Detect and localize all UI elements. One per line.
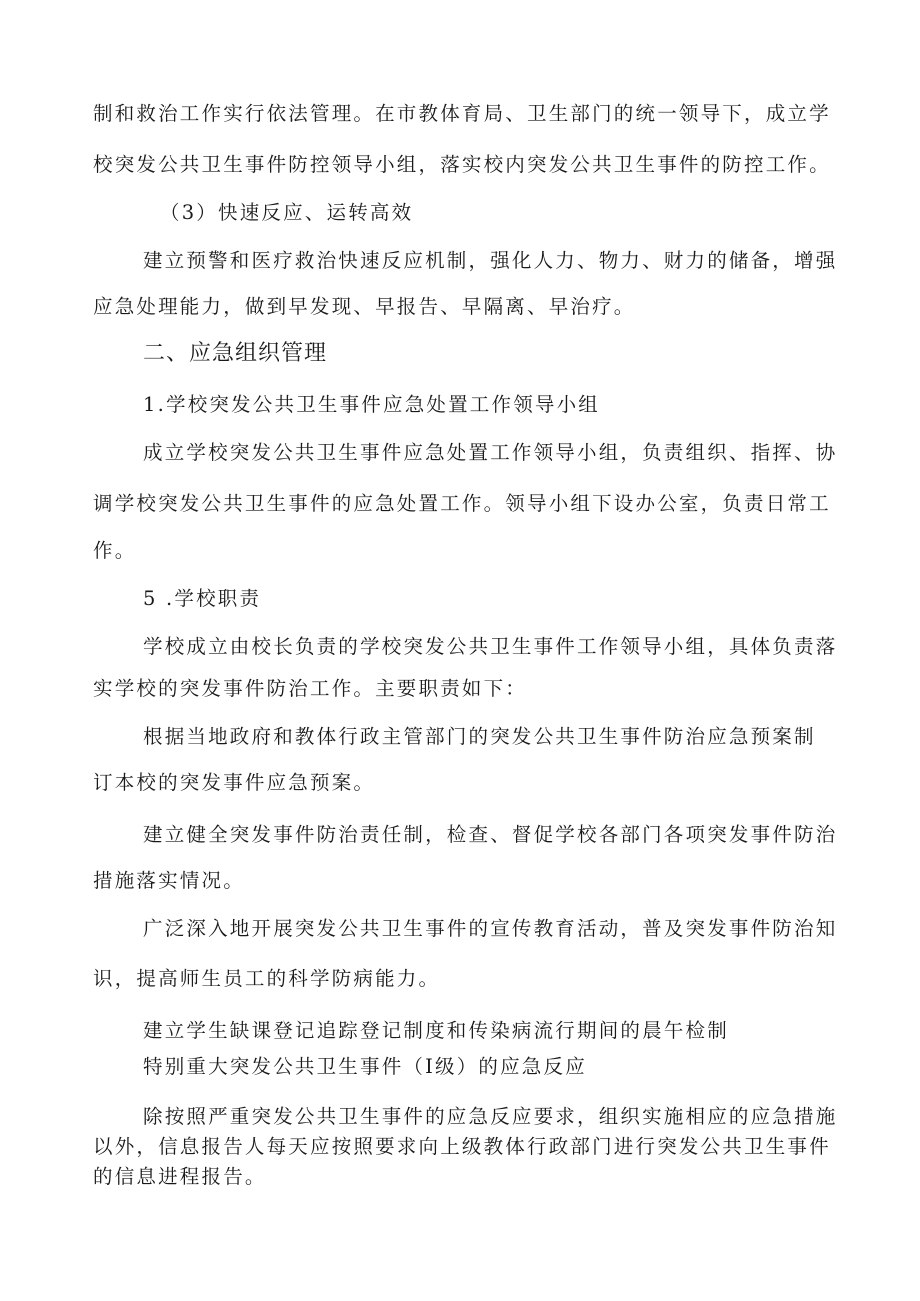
paragraph-line: 除按照严重突发公共卫生事件的应急反应要求，组织实施相应的应急措施 <box>143 1105 838 1128</box>
paragraph-line: 建立健全突发事件防治责任制，检查、督促学校各部门各项突发事件防治 <box>143 823 838 846</box>
paragraph-line: 应急处理能力，做到早发现、早报告、早隔离、早治疗。 <box>93 295 636 318</box>
paragraph-line: 以外，信息报告人每天应按照要求向上级教体行政部门进行突发公共卫生事件 <box>93 1135 831 1158</box>
paragraph-line: 建立预警和医疗救治快速反应机制，强化人力、物力、财力的储备，增强 <box>143 249 838 272</box>
paragraph-line: 订本校的突发事件应急预案。 <box>93 771 376 794</box>
paragraph-line: 措施落实情况。 <box>93 869 245 892</box>
paragraph-line: 识，提高师生员工的科学防病能力。 <box>93 967 441 990</box>
paragraph-line: 建立学生缺课登记追踪登记制度和传染病流行期间的晨午检制 <box>143 1019 729 1042</box>
paragraph-line: 的信息进程报告。 <box>93 1165 267 1188</box>
paragraph-line: 实学校的突发事件防治工作。主要职责如下： <box>93 677 528 700</box>
item-title: 5 .学校职责 <box>143 587 262 610</box>
paragraph-line: 调学校突发公共卫生事件的应急处置工作。领导小组下设办公室，负责日常工 <box>93 492 831 515</box>
paragraph-line: 制和救治工作实行依法管理。在市教体育局、卫生部门的统一领导下，成立学 <box>93 102 831 125</box>
paragraph-line: 根据当地政府和教体行政主管部门的突发公共卫生事件防治应急预案制 <box>143 725 816 748</box>
section-heading: 二、应急组织管理 <box>143 341 328 366</box>
paragraph-line: 特别重大突发公共卫生事件（I级）的应急反应 <box>143 1055 587 1078</box>
item-title: 1.学校突发公共卫生事件应急处置工作领导小组 <box>143 393 601 416</box>
paragraph-line: 广泛深入地开展突发公共卫生事件的宣传教育活动，普及突发事件防治知 <box>143 917 838 940</box>
paragraph-line: 学校成立由校长负责的学校突发公共卫生事件工作领导小组，具体负责落 <box>143 635 838 658</box>
subsection-title: （3）快速反应、运转高效 <box>160 201 414 224</box>
paragraph-line: 作。 <box>93 539 137 562</box>
paragraph-line: 校突发公共卫生事件防控领导小组，落实校内突发公共卫生事件的防控工作。 <box>93 153 831 176</box>
paragraph-line: 成立学校突发公共卫生事件应急处置工作领导小组，负责组织、指挥、协 <box>143 441 838 464</box>
